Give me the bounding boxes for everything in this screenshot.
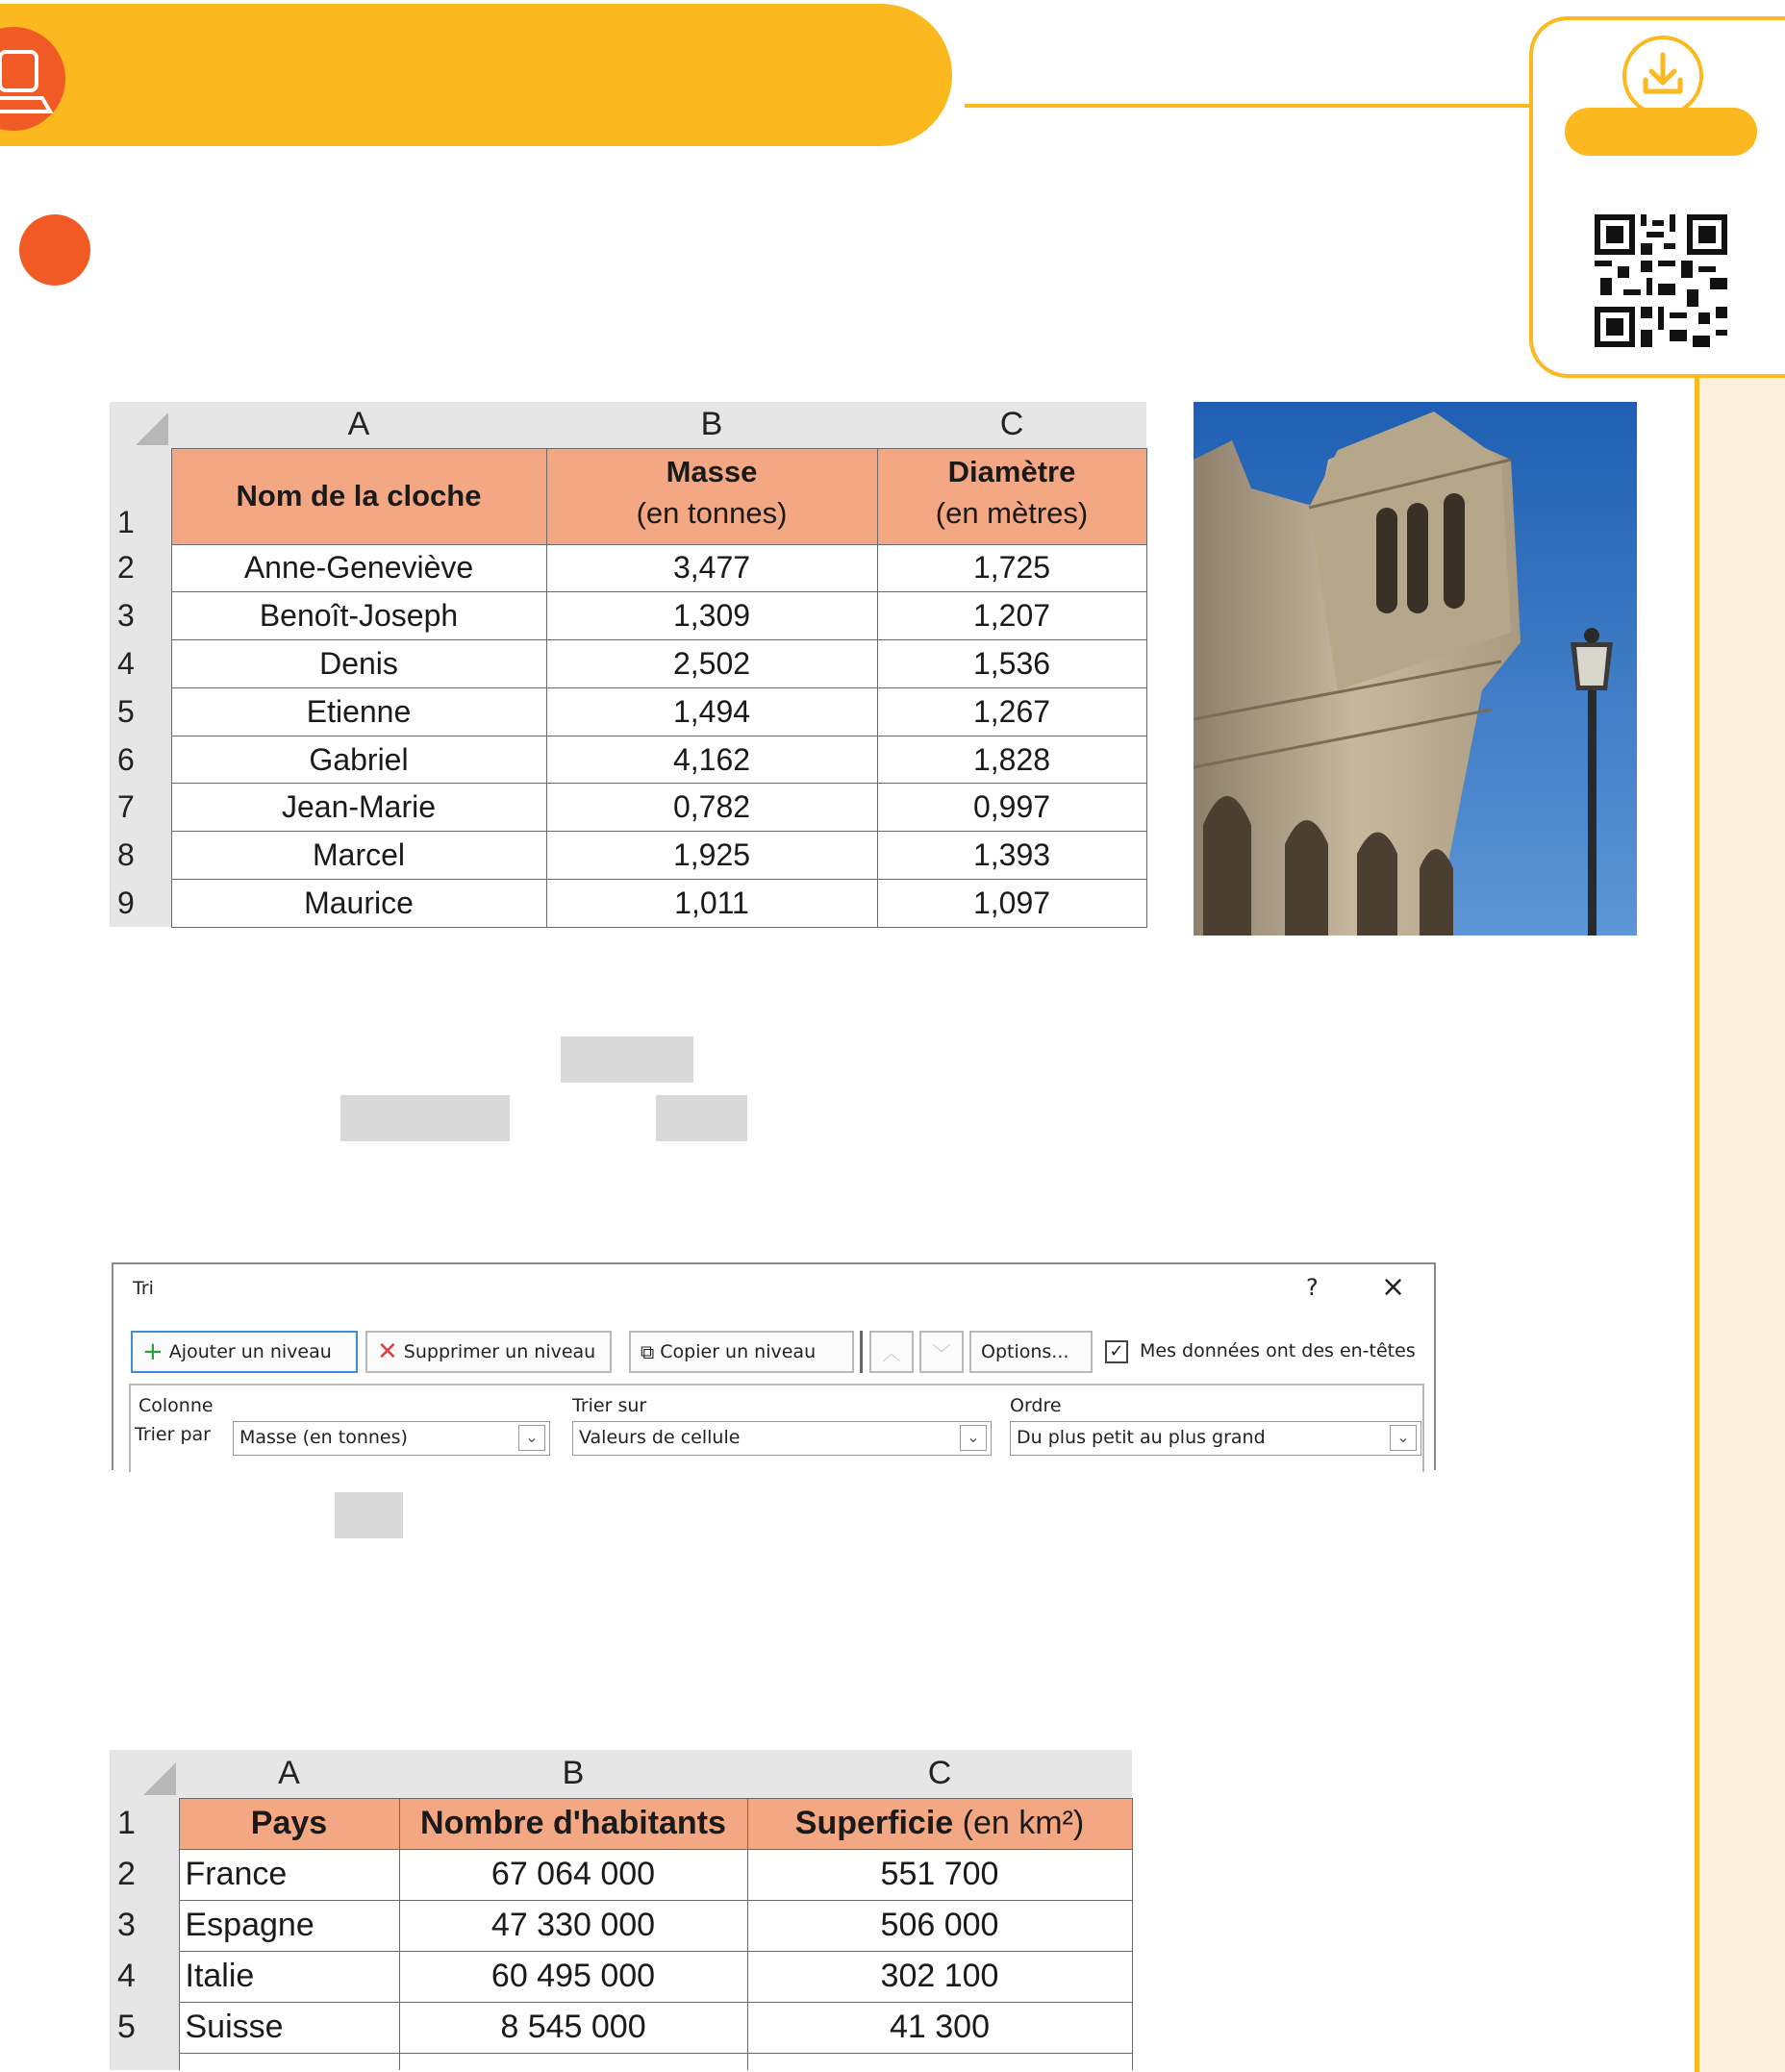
laptop-icon (0, 27, 65, 131)
chevron-down-icon[interactable]: ⌄ (1390, 1425, 1417, 1451)
row-header[interactable]: 4 (110, 1951, 179, 2002)
dialog-title: Tri (133, 1278, 154, 1299)
plus-icon: + (142, 1337, 163, 1366)
cell-country[interactable]: Suisse (179, 2002, 399, 2053)
row-header[interactable]: 5 (110, 687, 171, 736)
copy-level-button[interactable] (629, 1331, 854, 1373)
header-cell-country[interactable] (179, 1798, 399, 1849)
bells-spreadsheet (110, 402, 1147, 928)
answer-blank[interactable] (335, 1492, 403, 1538)
cell-mass[interactable]: 4,162 (546, 736, 877, 784)
cell-mass[interactable]: 1,925 (546, 832, 877, 880)
header-mass-unit: (en tonnes) (636, 496, 788, 530)
chevron-up-icon: ︿ (882, 1342, 901, 1364)
cell-name[interactable]: Denis (171, 640, 546, 688)
row-header[interactable]: 1 (110, 448, 171, 544)
sort-dialog (112, 1262, 1436, 1470)
header-cell-diameter[interactable] (877, 448, 1146, 544)
table-row (110, 1900, 1132, 1951)
cell-country[interactable] (179, 2053, 399, 2070)
select-all-corner[interactable] (110, 402, 171, 448)
order-select[interactable] (1010, 1421, 1421, 1456)
headers-checkbox[interactable]: ✓ (1105, 1340, 1128, 1363)
cell-diameter[interactable]: 1,828 (877, 736, 1146, 784)
table-row (110, 592, 1146, 640)
table-row (110, 2002, 1132, 2053)
delete-icon: ✕ (377, 1337, 398, 1366)
table-row (110, 544, 1146, 592)
header-country-text: Pays (250, 1805, 328, 1841)
column-header-a[interactable]: A (171, 402, 546, 448)
order-value: Du plus petit au plus grand (1017, 1427, 1266, 1448)
cell-population[interactable]: 67 064 000 (399, 1849, 747, 1900)
move-down-button[interactable] (919, 1331, 964, 1373)
add-level-label: Ajouter un niveau (168, 1341, 332, 1362)
chevron-down-icon[interactable]: ⌄ (960, 1425, 987, 1451)
header-area-title: Superficie (794, 1805, 954, 1841)
sort-on-label: Trier sur (572, 1395, 647, 1416)
cell-area[interactable]: 506 000 (747, 1900, 1132, 1951)
header-banner (0, 4, 952, 146)
row-header[interactable] (110, 2053, 179, 2070)
delete-level-button[interactable] (365, 1331, 612, 1373)
table-row (110, 736, 1146, 784)
header-diameter-unit: (en mètres) (935, 496, 1089, 530)
answer-blank[interactable] (340, 1095, 510, 1141)
header-rule (965, 104, 1532, 108)
table-row (110, 784, 1146, 832)
cell-country[interactable]: Italie (179, 1951, 399, 2002)
cell-diameter[interactable]: 1,725 (877, 544, 1146, 592)
help-button[interactable]: ? (1306, 1274, 1319, 1301)
column-header-b[interactable]: B (399, 1750, 747, 1798)
order-label: Ordre (1010, 1395, 1062, 1416)
copy-level-label: Copier un niveau (660, 1341, 817, 1362)
column-header-c[interactable]: C (747, 1750, 1132, 1798)
cell-mass[interactable]: 1,011 (546, 880, 877, 928)
select-all-corner[interactable] (110, 1750, 179, 1798)
cell-name[interactable]: Maurice (171, 880, 546, 928)
cell-diameter[interactable]: 0,997 (877, 784, 1146, 832)
toolbar-separator (860, 1331, 863, 1373)
row-header[interactable]: 2 (110, 1849, 179, 1900)
cell-mass[interactable]: 1,494 (546, 687, 877, 736)
margin-column (1697, 375, 1785, 2072)
row-header[interactable]: 3 (110, 592, 171, 640)
section-bullet (19, 214, 90, 286)
options-button[interactable] (969, 1331, 1093, 1373)
download-button[interactable] (1565, 108, 1757, 156)
header-population-text: Nombre d'habitants (420, 1805, 726, 1841)
row-header[interactable]: 9 (110, 880, 171, 928)
move-up-button[interactable] (869, 1331, 914, 1373)
cell-diameter[interactable]: 1,267 (877, 687, 1146, 736)
column-header-b[interactable]: B (546, 402, 877, 448)
table-row (110, 640, 1146, 688)
row-header[interactable]: 6 (110, 736, 171, 784)
cell-mass[interactable]: 3,477 (546, 544, 877, 592)
cell-area[interactable]: 302 100 (747, 1951, 1132, 2002)
cell-country[interactable]: Espagne (179, 1900, 399, 1951)
cell-name[interactable]: Gabriel (171, 736, 546, 784)
header-cell-name[interactable] (171, 448, 546, 544)
header-diameter-title: Diamètre (947, 455, 1076, 488)
countries-spreadsheet (110, 1750, 1133, 2070)
cathedral-photo (1194, 402, 1637, 936)
cell-mass[interactable]: 0,782 (546, 784, 877, 832)
cell-name[interactable]: Marcel (171, 832, 546, 880)
header-name-text: Nom de la cloche (236, 479, 482, 512)
answer-blank[interactable] (656, 1095, 747, 1141)
row-header[interactable]: 3 (110, 1900, 179, 1951)
cell-name[interactable]: Jean-Marie (171, 784, 546, 832)
cell-diameter[interactable]: 1,207 (877, 592, 1146, 640)
sort-by-select[interactable] (233, 1421, 550, 1456)
cell-population[interactable] (399, 2053, 747, 2070)
options-label: Options... (981, 1341, 1069, 1362)
add-level-button[interactable] (131, 1331, 358, 1373)
sort-on-value: Valeurs de cellule (579, 1427, 741, 1448)
sort-by-value: Masse (en tonnes) (239, 1427, 408, 1448)
answer-blank[interactable] (561, 1036, 693, 1083)
table-row (110, 1849, 1132, 1900)
delete-level-label: Supprimer un niveau (403, 1341, 596, 1362)
header-mass-title: Masse (666, 455, 758, 488)
cell-country[interactable]: France (179, 1849, 399, 1900)
chevron-down-icon: ﹀ (932, 1342, 951, 1364)
row-header[interactable]: 2 (110, 544, 171, 592)
row-header[interactable]: 8 (110, 832, 171, 880)
sort-by-label: Trier par (135, 1424, 211, 1445)
column-label: Colonne (138, 1395, 214, 1416)
cell-name[interactable]: Anne-Geneviève (171, 544, 546, 592)
cell-diameter[interactable]: 1,097 (877, 880, 1146, 928)
row-header[interactable]: 5 (110, 2002, 179, 2053)
header-cell-population[interactable] (399, 1798, 747, 1849)
margin-rule (1695, 375, 1699, 2072)
row-header[interactable]: 7 (110, 784, 171, 832)
table-row (110, 1951, 1132, 2002)
cell-area[interactable]: 551 700 (747, 1849, 1132, 1900)
download-icon[interactable] (1622, 36, 1703, 116)
row-header[interactable]: 1 (110, 1798, 179, 1849)
headers-checkbox-label: Mes données ont des en-têtes (1140, 1340, 1416, 1361)
chevron-down-icon[interactable]: ⌄ (518, 1425, 545, 1451)
table-row-partial (110, 2053, 1132, 2070)
column-header-c[interactable]: C (877, 402, 1146, 448)
table-row (110, 880, 1146, 928)
header-area-unit: (en km²) (953, 1805, 1085, 1841)
cell-area[interactable] (747, 2053, 1132, 2070)
cell-area[interactable]: 41 300 (747, 2002, 1132, 2053)
cell-name[interactable]: Etienne (171, 687, 546, 736)
row-header[interactable]: 4 (110, 640, 171, 688)
column-header-a[interactable]: A (179, 1750, 399, 1798)
copy-icon: ⧉ (641, 1340, 655, 1363)
sort-on-select[interactable] (572, 1421, 992, 1456)
cell-diameter[interactable]: 1,536 (877, 640, 1146, 688)
cell-name[interactable]: Benoît-Joseph (171, 592, 546, 640)
cell-population[interactable]: 8 545 000 (399, 2002, 747, 2053)
qr-code-icon[interactable] (1595, 213, 1727, 348)
cell-population[interactable]: 47 330 000 (399, 1900, 747, 1951)
cell-mass[interactable]: 1,309 (546, 592, 877, 640)
close-button[interactable]: × (1381, 1270, 1406, 1304)
cell-diameter[interactable]: 1,393 (877, 832, 1146, 880)
header-cell-mass[interactable] (546, 448, 877, 544)
cell-population[interactable]: 60 495 000 (399, 1951, 747, 2002)
table-row (110, 687, 1146, 736)
header-cell-area[interactable] (747, 1798, 1132, 1849)
cell-mass[interactable]: 2,502 (546, 640, 877, 688)
table-row (110, 832, 1146, 880)
